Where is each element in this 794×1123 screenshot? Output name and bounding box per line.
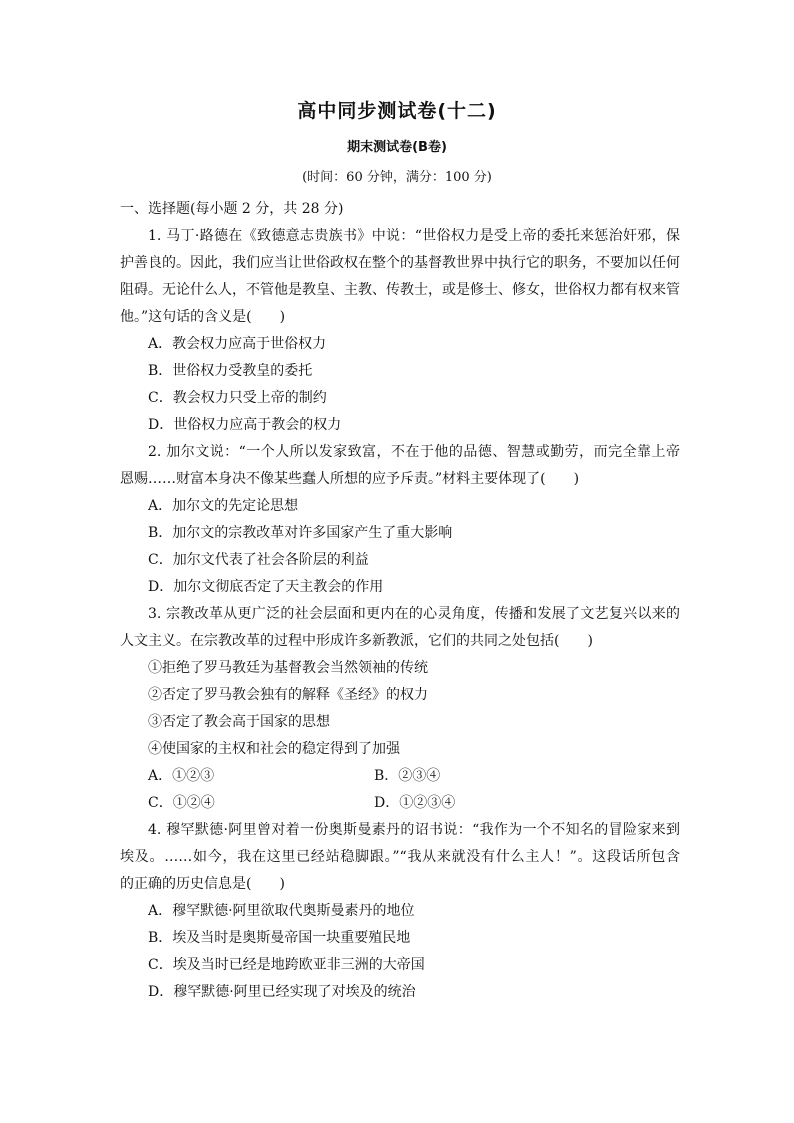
option-d: D．加尔文彻底否定了天主教会的作用 bbox=[148, 579, 384, 595]
option-b: B．加尔文的宗教改革对许多国家产生了重大影响 bbox=[148, 525, 453, 541]
option-d: D．世俗权力应高于教会的权力 bbox=[148, 417, 342, 433]
option-c: C．埃及当时已经是地跨欧亚非三洲的大帝国 bbox=[148, 957, 425, 973]
section-heading: 一、选择题(每小题 2 分，共 28 分) bbox=[120, 201, 344, 217]
question-text-line: 3. 宗教改革从更广泛的社会层面和更内在的心灵角度，传播和发展了文艺复兴以来的 bbox=[148, 606, 680, 622]
question-4 bbox=[120, 817, 680, 1006]
question-2 bbox=[120, 439, 680, 601]
option-b: B．埃及当时是奥斯曼帝国一块重要殖民地 bbox=[148, 930, 411, 946]
page-subtitle: 期末测试卷(B卷) bbox=[347, 140, 447, 155]
option-c: C．①②④ bbox=[148, 795, 215, 811]
option-a: A．穆罕默德·阿里欲取代奥斯曼素丹的地位 bbox=[148, 903, 415, 919]
statement-1: ①拒绝了罗马教廷为基督教会当然领袖的传统 bbox=[148, 660, 428, 676]
statement-2: ②否定了罗马教会独有的解释《圣经》的权力 bbox=[148, 687, 428, 703]
question-text-line: 2. 加尔文说：“一个人所以发家致富，不在于他的品德、智慧或勤劳，而完全靠上帝 bbox=[148, 444, 680, 460]
question-3 bbox=[120, 601, 680, 817]
option-c: C．加尔文代表了社会各阶层的利益 bbox=[148, 552, 369, 568]
question-text-line: 人文主义。在宗教改革的过程中形成许多新教派，它们的共同之处包括( ) bbox=[120, 633, 593, 649]
question-text-line: 阻碍。无论什么人，不管他是教皇、主教、传教士，或是修士、修女，世俗权力都有权来管 bbox=[120, 282, 680, 298]
question-1 bbox=[120, 223, 680, 439]
question-text-line: 1. 马丁·路德在《致德意志贵族书》中说：“世俗权力是受上帝的委托来惩治奸邪，保 bbox=[148, 228, 680, 244]
options-row-cd bbox=[120, 790, 680, 817]
option-d: D．穆罕默德·阿里已经实现了对埃及的统治 bbox=[148, 984, 416, 1000]
question-text-line: 的正确的历史信息是( ) bbox=[120, 876, 285, 892]
option-b: B．②③④ bbox=[374, 768, 441, 784]
option-c: C．教会权力只受上帝的制约 bbox=[148, 390, 327, 406]
question-text-line: 护善良的。因此，我们应当让世俗政权在整个的基督教世界中执行它的职务，不要加以任何 bbox=[120, 255, 680, 271]
option-b: B．世俗权力受教皇的委托 bbox=[148, 363, 313, 379]
statement-3: ③否定了教会高于国家的思想 bbox=[148, 714, 330, 730]
question-text-line: 埃及。……如今，我在这里已经站稳脚跟。”“我从来就没有什么主人！”。这段话所包含 bbox=[120, 849, 680, 865]
option-d: D．①②③④ bbox=[374, 795, 456, 811]
question-text-line: 他。”这句话的含义是( ) bbox=[120, 309, 286, 325]
exam-time-info: (时间：60 分钟，满分：100 分) bbox=[302, 170, 492, 185]
options-row-ab bbox=[120, 763, 680, 790]
exam-content bbox=[120, 196, 680, 1006]
option-a: A．加尔文的先定论思想 bbox=[148, 498, 299, 514]
page-title: 高中同步测试卷(十二) bbox=[297, 100, 497, 122]
question-text-line: 恩赐……财富本身决不像某些蠢人所想的应予斥责。”材料主要体现了( ) bbox=[120, 471, 580, 487]
question-text-line: 4. 穆罕默德·阿里曾对着一份奥斯曼素丹的诏书说：“我作为一个不知名的冒险家来到 bbox=[148, 822, 680, 838]
option-a: A．教会权力应高于世俗权力 bbox=[148, 336, 327, 352]
option-a: A．①②③ bbox=[148, 768, 215, 784]
statement-4: ④使国家的主权和社会的稳定得到了加强 bbox=[148, 741, 400, 757]
